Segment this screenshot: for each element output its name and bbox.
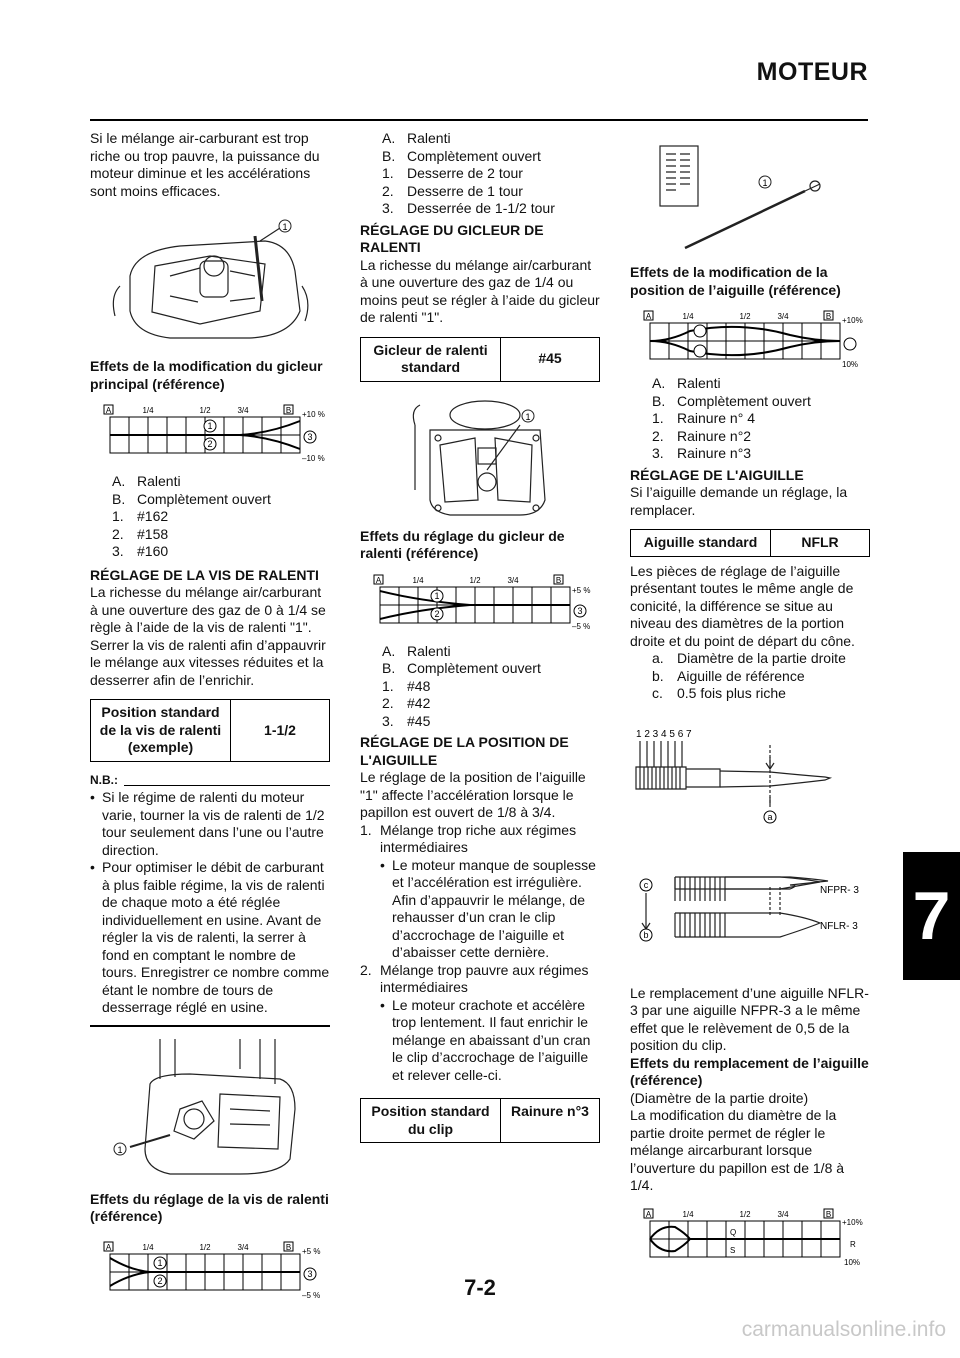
- carburetor-illustration-main-jet: [90, 216, 330, 346]
- legend-item: 3. Desserrée de 1-1/2 tour: [382, 200, 555, 216]
- spec-table: [360, 337, 600, 382]
- chart-plus: +5 %: [302, 1246, 321, 1256]
- legend-item: 1. Desserre de 2 tour: [382, 165, 523, 181]
- chart-callout-3: 3: [307, 1268, 313, 1279]
- note-item: • Si le régime de ralenti du moteur varie, tourner la vis de ralenti de 1/2 tour seulement dans l’une ou l’autre direction.: [90, 789, 325, 858]
- needle-comparison-illustration: [630, 717, 870, 977]
- intro-text: Si le mélange air-carburant est trop riche ou trop pauvre, la puissance du moteur diminue et les accélérations sont moins efficaces.: [90, 130, 320, 199]
- header-rule: [90, 119, 868, 121]
- figure-caption: Effets du réglage de la vis de ralenti (référence): [90, 1190, 329, 1224]
- spec-table: [360, 1098, 600, 1143]
- callout-1: 1: [117, 1144, 123, 1155]
- chart-callout-1: 1: [157, 1257, 163, 1268]
- callout-a: a: [767, 811, 773, 822]
- section-text: La richesse du mélange air/carburant à une ouverture des gaz de 1/4 ou moins peut se régler à l’aide du gicleur de ralenti "1".: [360, 256, 600, 325]
- chart-minus: –5 %: [572, 621, 591, 631]
- spec-table: [630, 529, 870, 557]
- section-heading: RÉGLAGE DE LA POSITION DE L'AIGUILLE: [360, 734, 569, 768]
- tick-3-4: 3/4: [237, 406, 249, 415]
- column-2: [360, 130, 600, 1149]
- legend-item: 3. #45: [382, 712, 431, 729]
- legend-item: 1. Rainure n° 4: [652, 410, 755, 426]
- needle-label-nflr: NFLR- 3: [820, 920, 858, 932]
- chart-callout-1: 1: [207, 421, 213, 431]
- legend-item: a. Diamètre de la partie droite: [652, 650, 846, 666]
- needle-replacement-chart: [630, 1207, 880, 1267]
- figure-caption: Effets de la modification de la position de l’aiguille (référence): [630, 264, 841, 298]
- tick-1-4: 1/4: [682, 1209, 694, 1219]
- section-heading: RÉGLAGE DE L'AIGUILLE: [630, 466, 804, 483]
- tick-3-4: 3/4: [507, 575, 519, 585]
- carburetor-illustration-pilot-jet: [360, 390, 600, 520]
- chart-plus: +10%: [842, 316, 863, 325]
- note-label: N.B.:: [90, 772, 118, 787]
- legend-list: [112, 473, 330, 561]
- chart-callout-2: 2: [434, 608, 440, 619]
- legend-item: 2. #42: [382, 695, 431, 711]
- section-heading: RÉGLAGE DU GICLEUR DE RALENTI: [360, 221, 544, 255]
- section-heading: RÉGLAGE DE LA VIS DE RALENTI: [90, 566, 319, 583]
- chart-plus: +10%: [842, 1217, 863, 1227]
- chart-label-a: A: [105, 406, 112, 415]
- legend-item: 1. #162: [112, 508, 169, 524]
- legend-item: B. Complètement ouvert: [382, 660, 541, 676]
- tick-3-4: 3/4: [777, 1209, 789, 1219]
- case-list: [360, 822, 600, 1085]
- tick-1-4: 1/4: [142, 1242, 154, 1252]
- note-block: [90, 772, 330, 1027]
- legend-list: [652, 650, 870, 703]
- chart-label-b: B: [825, 1209, 832, 1219]
- needle-position-chart: [630, 309, 880, 369]
- legend-list: [382, 130, 600, 218]
- spec-value: 1-1/2: [231, 700, 330, 762]
- section-text: Si l’aiguille demande un réglage, la remplacer.: [630, 484, 848, 518]
- chapter-tab: 7: [903, 852, 960, 980]
- chart-minus: –5 %: [302, 1290, 321, 1300]
- tick-1-4: 1/4: [412, 575, 424, 585]
- paragraph: Le remplacement d’une aiguille NFLR-3 par une aiguille NFPR-3 a le même effet que le relèvement de 0,5 de la position du clip.: [630, 984, 869, 1053]
- page-number: 7-2: [464, 1275, 496, 1300]
- chart-label-a: A: [645, 312, 652, 321]
- chart-minus: 10%: [842, 360, 859, 369]
- tick-1-4: 1/4: [682, 312, 694, 321]
- legend-item: 3. #160: [112, 543, 169, 559]
- callout-1: 1: [762, 178, 768, 188]
- chart-plus: +10 %: [302, 410, 325, 419]
- tick-3-4: 3/4: [777, 312, 789, 321]
- chart-q: Q: [730, 1227, 737, 1237]
- callout-1: 1: [282, 222, 288, 232]
- tick-1-2: 1/2: [739, 312, 751, 321]
- chart-minus: 10%: [844, 1257, 861, 1267]
- needle-groove-numbers: 1 2 3 4 5 6 7: [636, 728, 692, 740]
- spec-value: Rainure n°3: [501, 1099, 600, 1143]
- chart-label-a: A: [375, 575, 382, 585]
- legend-list: [382, 643, 600, 731]
- chart-label-b: B: [555, 575, 562, 585]
- section-text: Le réglage de la position de l’aiguille "1" affecte l’accélération lorsque le papillon est ouvert de 1/8 à 3/4.: [360, 769, 586, 820]
- paragraph: Les pièces de réglage de l’aiguille présentant toutes le même angle de conicité, la différence se situe au niveau des diamètres de la portion droite et du point de départ du cône.: [630, 562, 855, 649]
- figure-caption: Effets du réglage du gicleur de ralenti (référence): [360, 527, 565, 561]
- legend-item: A. Ralenti: [382, 130, 451, 146]
- chart-r: R: [850, 1239, 856, 1249]
- chart-minus: –10 %: [302, 454, 325, 463]
- spec-label: Aiguille standard: [631, 530, 771, 557]
- needle-label-nfpr: NFPR- 3: [820, 884, 859, 896]
- legend-item: A. Ralenti: [382, 642, 451, 659]
- legend-item: 2. Desserre de 1 tour: [382, 182, 523, 199]
- tick-1-2: 1/2: [739, 1209, 751, 1219]
- section-subheading: (Diamètre de la partie droite): [630, 1089, 809, 1106]
- legend-item: 1. #48: [382, 677, 431, 694]
- legend-list: [652, 375, 870, 463]
- tick-3-4: 3/4: [237, 1242, 249, 1252]
- legend-item: b. Aiguille de référence: [652, 667, 805, 684]
- callout-c: c: [643, 879, 649, 890]
- spec-value: #45: [501, 337, 600, 381]
- callout-1: 1: [525, 411, 531, 422]
- main-jet-chart: [90, 403, 340, 463]
- tick-1-4: 1/4: [142, 406, 154, 415]
- watermark: carmanualsonline.info: [741, 1318, 946, 1341]
- case-item: 1. Mélange trop riche aux régimes intermédiaires • Le moteur manque de souplesse et l’accélération est irrégulière. Afin d’appauvrir le mélange, de rehausser d’un cran le clip d’accrochage de l’aiguille et d’abaisser cette dernière.: [360, 821, 596, 960]
- tick-1-2: 1/2: [199, 406, 211, 415]
- tick-1-2: 1/2: [199, 1242, 211, 1252]
- note-item: • Pour optimiser le débit de carburant à plus faible régime, la vis de ralenti de chaque moto a été réglée individuellement en usine. Avant de régler la vis de ralenti, la serrer à fond en comptant le nombre de tours. Enregistrer ce nombre comme étant le nombre de tours de desserrage réglé en usine.: [90, 859, 330, 1015]
- chart-callout-1: 1: [434, 590, 440, 601]
- spec-value: NFLR: [771, 530, 870, 557]
- legend-item: B. Complètement ouvert: [652, 392, 811, 409]
- chart-label-a: A: [105, 1242, 112, 1252]
- chart-label-a: A: [645, 1209, 652, 1219]
- legend-item: c. 0.5 fois plus riche: [652, 685, 786, 701]
- chart-s: S: [730, 1245, 736, 1255]
- legend-item: A. Ralenti: [112, 473, 181, 489]
- column-3: [630, 130, 870, 1267]
- chart-callout-3: 3: [577, 605, 583, 616]
- pilot-jet-chart: [360, 573, 610, 633]
- tick-1-2: 1/2: [469, 575, 481, 585]
- chart-callout-2: 2: [207, 439, 213, 449]
- chart-callout-2: 2: [157, 1275, 163, 1286]
- chart-plus: +5 %: [572, 585, 591, 595]
- case-item: 2. Mélange trop pauvre aux régimes intermédiaires • Le moteur crachote et accélère trop lentement. Il faut enrichir le mélange en abaissant d’un cran le clip d’accrochage de l’aiguille et relever celle-ci.: [360, 961, 591, 1083]
- spec-table: [90, 699, 330, 762]
- chart-callout-3: 3: [307, 432, 313, 442]
- section-text: La richesse du mélange air/carburant à une ouverture des gaz de 0 à 1/4 se règle à l’aide de la vis de ralenti "1".: [90, 584, 326, 635]
- spec-label: Gicleur de ralenti standard: [361, 337, 501, 381]
- legend-item: 3. Rainure n°3: [652, 445, 752, 461]
- carburetor-illustration-idle-screw: [90, 1039, 330, 1179]
- needle-illustration: [630, 136, 870, 256]
- section-text: La modification du diamètre de la partie droite permet de régler le mélange aircarburant lorsque l’ouverture du papillon est de 1/8 à 1/4.: [630, 1107, 845, 1193]
- spec-label: Position standard de la vis de ralenti (exemple): [91, 700, 231, 762]
- section-text: Serrer la vis de ralenti afin d’appauvrir le mélange aux vitesses réduites et la desserrer afin de l’enrichir.: [90, 636, 326, 688]
- page-title: MOTEUR: [756, 58, 868, 86]
- column-1: [90, 130, 330, 1300]
- spec-label: Position standard du clip: [361, 1099, 501, 1143]
- callout-b: b: [643, 929, 649, 940]
- chart-label-b: B: [285, 1242, 292, 1252]
- legend-item: 2. Rainure n°2: [652, 427, 752, 444]
- chart-label-b: B: [285, 406, 292, 415]
- section-heading: Effets du remplacement de l’aiguille (référence): [630, 1054, 869, 1088]
- figure-caption: Effets de la modification du gicleur principal (référence): [90, 358, 323, 392]
- legend-item: B. Complètement ouvert: [382, 147, 541, 164]
- chart-label-b: B: [825, 312, 832, 321]
- legend-item: A. Ralenti: [652, 375, 721, 391]
- legend-item: B. Complètement ouvert: [112, 490, 271, 507]
- legend-item: 2. #158: [112, 525, 169, 542]
